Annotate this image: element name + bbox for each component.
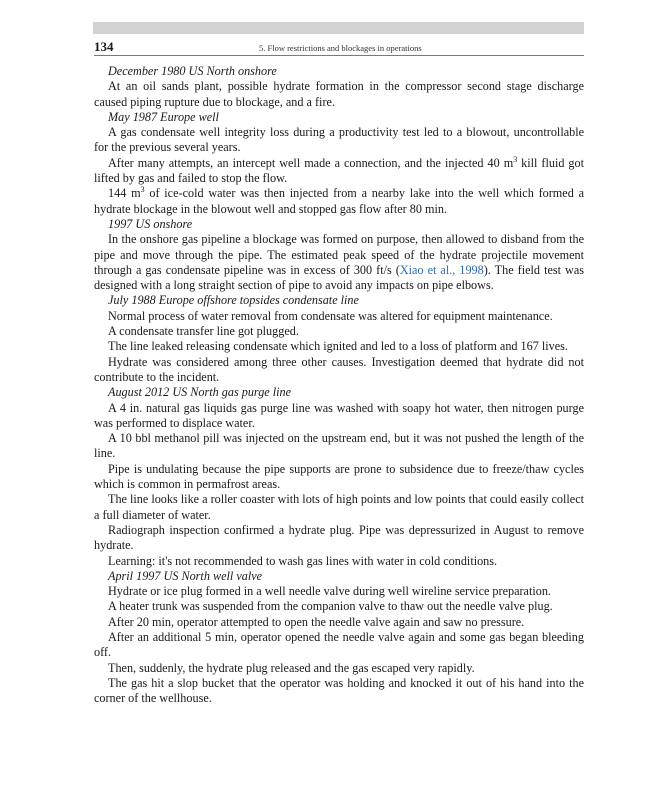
- paragraph: [94, 156, 584, 187]
- page-header: [94, 35, 584, 56]
- paragraph: [94, 232, 584, 293]
- section-heading: 1997 US onshore: [108, 216, 193, 231]
- paragraph: Learning: it's not recommended to wash gas lines with water in cold conditions.: [108, 553, 498, 568]
- paragraph: After an additional 5 min, operator opened the needle valve again and some gas began bleeding off.: [94, 629, 584, 660]
- text-run: ). The field test was designed with a long straight section of pipe to avoid any impacts on pipe elbows.: [94, 262, 584, 293]
- paragraph: A gas condensate well integrity loss during a productivity test led to a blowout, uncontrollable for the previous several years.: [94, 125, 584, 155]
- paragraph: Pipe is undulating because the pipe supports are prone to subsidence due to freeze/thaw cycles which is common in permafrost areas.: [94, 461, 584, 492]
- paragraph: Hydrate or ice plug formed in a well needle valve during well wireline service preparation.: [108, 584, 551, 599]
- paragraph: The line leaked releasing condensate which ignited and led to a loss of platform and 167 lives.: [108, 339, 568, 354]
- citation-link[interactable]: Xiao et al., 1998: [399, 262, 484, 277]
- text-run: After many attempts, an intercept well made a connection, and the injected 40 m: [108, 155, 514, 170]
- running-title: 5. Flow restrictions and blockages in operations: [259, 43, 422, 53]
- paragraph: Then, suddenly, the hydrate plug released and the gas escaped very rapidly.: [108, 660, 475, 675]
- text-run: 144 m: [108, 186, 141, 201]
- paragraph: Radiograph inspection confirmed a hydrate plug. Pipe was depressurized in August to remove hydrate.: [94, 522, 584, 553]
- section-heading: August 2012 US North gas purge line: [108, 385, 292, 400]
- text-run: of ice-cold water was then injected from a nearby lake into the well which formed a hydrate blockage in the blowout well and stopped gas flow after 80 min.: [94, 186, 584, 216]
- section-heading: April 1997 US North well valve: [108, 568, 263, 583]
- superscript: 3: [513, 154, 518, 164]
- paragraph: Normal process of water removal from condensate was altered for equipment maintenance.: [108, 308, 553, 323]
- paragraph: After 20 min, operator attempted to open the needle valve again and saw no pressure.: [108, 614, 525, 629]
- paragraph: The line looks like a roller coaster with lots of high points and low points that could easily collect a full diameter of water.: [94, 492, 584, 522]
- paragraph: A condensate transfer line got plugged.: [108, 324, 299, 339]
- text-run: In the onshore gas pipeline a blockage was formed on purpose, then allowed to disband from the pipe and move through the pipe. The estimated peak speed of the hydrate projectile movement through a gas condensate pipeline was in excess of 300 ft/s (: [94, 232, 584, 277]
- section-heading: July 1988 Europe offshore topsides condensate line: [108, 293, 359, 308]
- paragraph: [94, 186, 584, 217]
- paragraph: A 10 bbl methanol pill was injected on the upstream end, but it was not pushed the length of the line.: [94, 431, 584, 461]
- paragraph: At an oil sands plant, possible hydrate formation in the compressor second stage discharge caused piping rupture due to blockage, and a fire.: [94, 79, 584, 109]
- section-heading: May 1987 Europe well: [108, 109, 219, 124]
- superscript: 3: [140, 185, 145, 195]
- paragraph: Hydrate was considered among three other causes. Investigation deemed that hydrate did not contribute to the incident.: [94, 354, 584, 384]
- section-heading: December 1980 US North onshore: [108, 64, 277, 78]
- header-bar: [93, 22, 584, 34]
- text-run: kill fluid got lifted by gas and failed to stop the flow.: [94, 155, 585, 186]
- page-number: 134: [94, 39, 114, 54]
- paragraph: A 4 in. natural gas liquids gas purge line was washed with soapy hot water, then nitrogen purge was performed to displace water.: [94, 400, 584, 430]
- page-body: [94, 64, 584, 706]
- paragraph: A heater trunk was suspended from the companion valve to thaw out the needle valve plug.: [108, 599, 553, 614]
- paragraph: The gas hit a slop bucket that the operator was holding and knocked it out of his hand into the corner of the wellhouse.: [94, 675, 584, 706]
